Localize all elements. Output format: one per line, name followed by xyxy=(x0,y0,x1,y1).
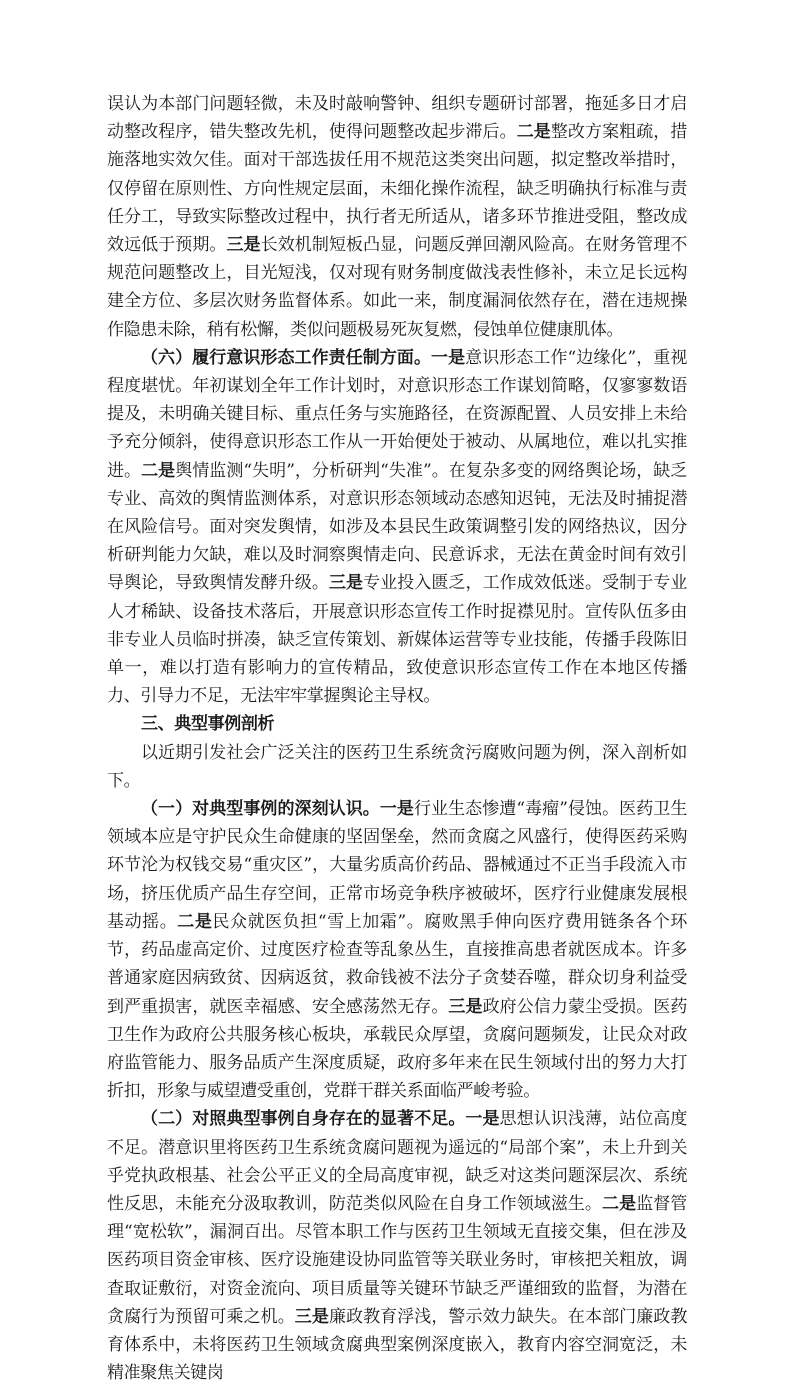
paragraph-intro xyxy=(107,739,687,795)
bold-run: 二是 xyxy=(141,460,176,481)
section-heading: （六）履行意识形态工作责任制方面。一是 xyxy=(141,347,466,368)
bold-run: 三是 xyxy=(226,235,261,256)
paragraph-ideology xyxy=(107,344,687,711)
text-run: 整改方案粗疏，措施落地实效欠佳。面对干部选拔任用不规范这类突出问题，拟定整改举措时，仅停留在原则性、方向性规定层面，未细化操作流程，缺乏明确执行标准与责任分工，导致实际整改过程中，执行者无所适从，诸多环节推进受阻，整改成效远低于预期。 xyxy=(107,122,688,256)
bold-run: 三是 xyxy=(294,1306,329,1327)
bold-run: 二是 xyxy=(177,911,213,932)
text-run: 行业生态惨遭“毒瘤”侵蚀。医药卫生领域本应是守护民众生命健康的坚固堡垒，然而贪腐之风盛行，使得医药采购环节沦为权钱交易“重灾区”，大量劣质高价药品、器械通过不正当手段流入市场，挤压优质产品生存空间，正常市场竞争秩序被破坏，医疗行业健康发展根基动摇。 xyxy=(107,799,687,932)
text-run: 意识形态工作“边缘化”，重视程度堪忧。年初谋划全年工作计划时，对意识形态工作谋划简略，仅寥寥数语提及，未明确关键目标、重点任务与实施路径，在资源配置、人员安排上未给予充分倾斜，使得意识形态工作从一开始便处于被动、从属地位，难以扎实推进。 xyxy=(107,347,687,481)
paragraph-rectification xyxy=(107,90,687,344)
bold-run: 二是 xyxy=(602,1193,637,1214)
paragraph-shortcomings xyxy=(107,1105,687,1387)
text-run: 长效机制短板凸显，问题反弹回潮风险高。在财务管理不规范问题整改上，目光短浅，仅对现有财务制度做浅表性修补，未立足长远构建全方位、多层次财务监督体系。如此一来，制度漏洞依然存在，潜在违规操作隐患未除，稍有松懈，类似问题极易死灰复燃，侵蚀单位健康肌体。 xyxy=(107,235,687,340)
text-run: 民众就医负担“雪上加霜”。腐败黑手伸向医疗费用链条各个环节，药品虚高定价、过度医疗检查等乱象丛生，直接推高患者就医成本。许多普通家庭因病致贫、因病返贫，救命钱被不法分子贪婪吞噬，群众切身利益受到严重损害，就医幸福感、安全感荡然无存。 xyxy=(107,911,687,1017)
text-run: 以近期引发社会广泛关注的医药卫生系统贪污腐败问题为例，深入剖析如下。 xyxy=(107,742,687,791)
text-run: 廉政教育浮浅，警示效力缺失。在本部门廉政教育体系中，未将医药卫生领域贪腐典型案例深度嵌入，教育内容空洞宽泛，未精准聚焦关键岗 xyxy=(107,1306,687,1384)
bold-run: 二是 xyxy=(516,122,551,143)
chapter-title: 三、典型事例剖析 xyxy=(141,714,275,735)
chapter-heading xyxy=(107,710,687,738)
text-run: 专业投入匮乏，工作成效低迷。受制于专业人才稀缺、设备技术落后，开展意识形态宣传工作时捉襟见肘。宣传队伍多由非专业人员临时拼凑，缺乏宣传策划、新媒体运营等专业技能，传播手段陈旧单一，难以打造有影响力的宣传精品，致使意识形态宣传工作在本地区传播力、引导力不足，无法牢牢掌握舆论主导权。 xyxy=(107,573,687,707)
bold-run: 三是 xyxy=(328,573,364,594)
paragraph-recognition xyxy=(107,795,687,1105)
text-run: 思想认识浅薄，站位高度不足。潜意识里将医药卫生系统贪腐问题视为遥远的“局部个案”，未上升到关乎党执政根基、社会公平正义的全局高度审视，缺乏对这类问题深层次、系统性反思，未能充分汲取教训，防范类似风险在自身工作领域滋生。 xyxy=(107,1109,687,1214)
bold-run: 三是 xyxy=(448,996,483,1017)
document-page xyxy=(107,90,687,1387)
text-run: 监督管理“宽松软”，漏洞百出。尽管本职工作与医药卫生领域无直接交集，但在涉及医药项目资金审核、医疗设施建设协同监管等关联业务时，审核把关粗放，调查取证敷衍，对资金流向、项目质量等关键环节缺乏严谨细致的监督，为潜在贪腐行为预留可乘之机。 xyxy=(107,1193,687,1327)
text-run: 政府公信力蒙尘受损。医药卫生作为政府公共服务核心板块，承载民众厚望，贪腐问题频发，让民众对政府监管能力、服务品质产生深度质疑，政府多年来在民生领域付出的努力大打折扣，形象与威望遭受重创，党群干群关系面临严峻考验。 xyxy=(107,996,688,1102)
text-run: 误认为本部门问题轻微，未及时敲响警钟、组织专题研讨部署，拖延多日才启动整改程序，错失整改先机，使得问题整改起步滞后。 xyxy=(107,94,687,143)
text-run: 舆情监测“失明”，分析研判“失准”。在复杂多变的网络舆论场，缺乏专业、高效的舆情监测体系，对意识形态领域动态感知迟钝，无法及时捕捉潜在风险信号。面对突发舆情，如涉及本县民生政策调整引发的网络热议，因分析研判能力欠缺，难以及时洞察舆情走向、民意诉求，无法在黄金时间有效引导舆论，导致舆情发酵升级。 xyxy=(107,460,687,594)
section-heading: （一）对典型事例的深刻认识。一是 xyxy=(141,799,414,820)
section-heading: （二）对照典型事例自身存在的显著不足。一是 xyxy=(141,1109,500,1130)
